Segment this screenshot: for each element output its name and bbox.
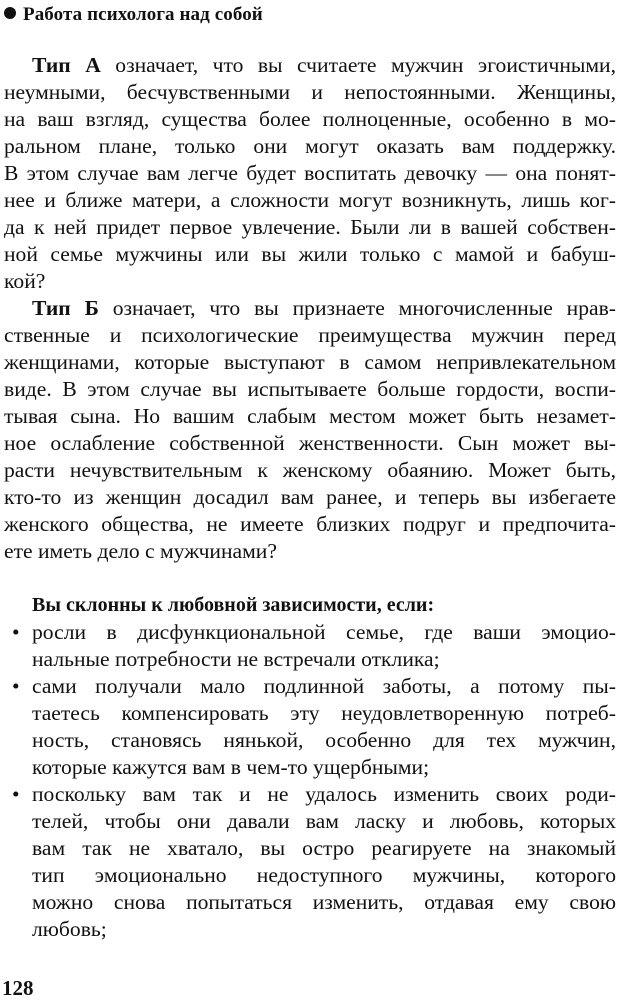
text-line: тип эмоционально недоступного мужчины, которого	[32, 863, 616, 887]
text-line: которые кажутся вам в чем-то ущербными;	[32, 755, 430, 779]
text-line: расти нечувствительным к женскому обаянию. Может быть,	[4, 458, 616, 482]
text-line: кто-то из женщин досадил вам ранее, и теперь вы избегаете	[4, 485, 616, 509]
list-item	[4, 619, 616, 673]
text-line: ность, становясь нянькой, особенно для тех мужчин,	[32, 728, 616, 752]
paragraph-type-a	[4, 52, 616, 295]
header-bullet-icon	[4, 7, 16, 19]
text-line: любовь;	[32, 917, 107, 941]
text-line: женщинами, которые выступают в самом непривлекательном	[4, 350, 616, 374]
text-line: В этом случае вам легче будет воспитать девочку — она понят-	[4, 161, 616, 185]
text-line: сами получали мало подлинной заботы, а потому пы-	[32, 674, 616, 698]
text-line	[4, 52, 616, 79]
text-line: вам так не хватало, вы остро реагируете на знакомый	[32, 836, 616, 860]
text-line: женского общества, не имеете близких подруг и предпочита-	[4, 512, 616, 536]
text-line: ное ослабление собственной женственности. Сын может вы-	[4, 431, 616, 455]
text-line: росли в дисфункциональной семье, где ваши эмоцио-	[32, 620, 616, 644]
text-line: телей, чтобы они давали вам ласку и любовь, которых	[32, 809, 616, 833]
text-line: тывая сына. Но вашим слабым местом может быть незамет-	[4, 404, 616, 428]
text-line: ственные и психологические преимущества мужчин перед	[4, 323, 616, 347]
page-body	[4, 52, 616, 943]
running-header	[4, 4, 263, 26]
text-line: на ваш взгляд, существа более полноценные, особенно в мо-	[4, 107, 616, 131]
text-line: виде. В этом случае вы испытываете больше гордости, воспи-	[4, 377, 616, 401]
running-header-title: Работа психолога над собой	[23, 4, 263, 25]
text-line: ете иметь дело с мужчинами?	[4, 539, 277, 563]
bullet-icon: •	[12, 782, 20, 806]
list-item	[4, 673, 616, 781]
text-line-fragment: означает, что вы признаете многочисленные нрав-	[98, 296, 616, 320]
page-number: 128	[2, 976, 34, 1000]
text-line	[4, 295, 616, 322]
text-line: поскольку вам так и не удалось изменить своих роди-	[32, 782, 616, 806]
paragraph-type-b	[4, 295, 616, 565]
bullet-icon: •	[12, 620, 20, 644]
bullet-icon: •	[12, 674, 20, 698]
section-spacer	[4, 565, 616, 592]
text-line: нее и ближе матери, а сложности могут возникнуть, лишь ког-	[4, 188, 616, 212]
text-line: неумными, бесчувственными и непостоянными. Женщины,	[4, 80, 616, 104]
text-line: ной семье мужчины или вы жили только с мамой и бабуш-	[4, 242, 616, 266]
text-line: ральном плане, только они могут оказать вам поддержку.	[4, 134, 616, 158]
term-type-b: Тип Б	[32, 296, 99, 320]
list-heading: Вы склонны к любовной зависимости, если:	[32, 594, 435, 616]
list-item	[4, 781, 616, 943]
text-line: да к ней придет первое увлечение. Были ли в вашей собствен-	[4, 215, 616, 239]
text-line: кой?	[4, 269, 46, 293]
text-line: можно снова попытаться изменить, отдавая ему свою	[32, 890, 616, 914]
text-line-fragment: означает, что вы считаете мужчин эгоистичными,	[100, 53, 616, 77]
term-type-a: Тип А	[32, 53, 101, 77]
text-line: нальные потребности не встречали отклика;	[32, 647, 440, 671]
text-line: таетесь компенсировать эту неудовлетворенную потреб-	[32, 701, 616, 725]
